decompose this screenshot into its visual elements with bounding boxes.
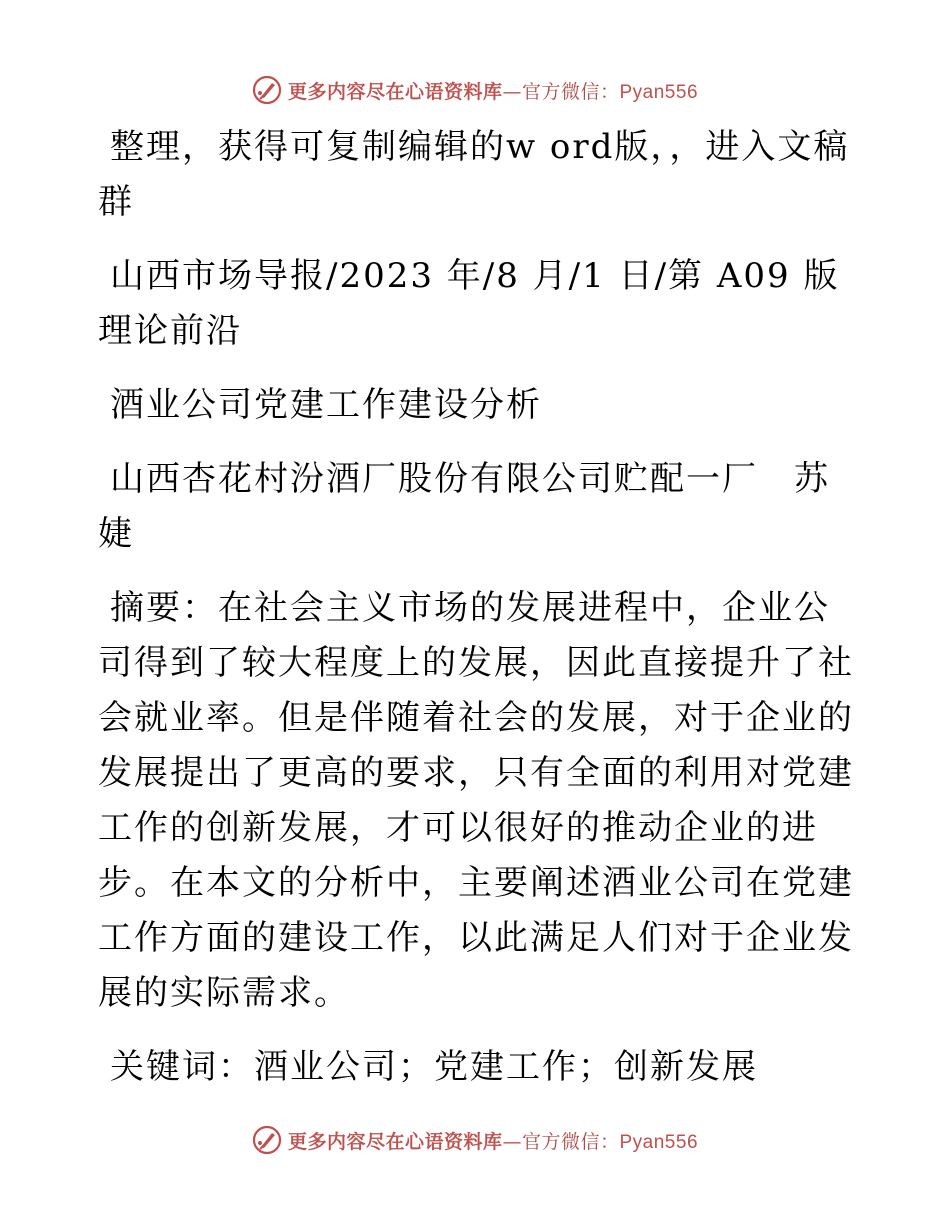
article-title: 酒业公司党建工作建设分析 (110, 385, 542, 425)
footer-watermark-text (288, 1127, 698, 1154)
quill-pen-logo-icon (252, 75, 282, 105)
footer-watermark-banner (0, 1120, 950, 1160)
header-wechat-id: Pyan556 (619, 81, 699, 103)
header-watermark-text (288, 77, 698, 104)
intro-note: 整理，获得可复制编辑的w ord版，，进入文稿群 (98, 127, 850, 222)
author-line: 山西杏花村汾酒厂股份有限公司贮配一厂 苏婕 (98, 459, 830, 554)
footer-wechat-id: Pyan556 (619, 1131, 699, 1153)
source-citation: 山西市场导报/2023 年/8 月/1 日/第 A09 版理论前沿 (98, 256, 840, 351)
header-wechat-label: 官方微信： (521, 80, 620, 103)
quill-pen-logo-icon (252, 1125, 282, 1155)
footer-separator: — (502, 1130, 522, 1153)
header-separator: — (502, 80, 522, 103)
footer-wechat-label: 官方微信： (521, 1130, 620, 1153)
document-body (98, 120, 858, 1114)
keywords-line: 关键词：酒业公司；党建工作；创新发展 (110, 1047, 758, 1087)
footer-site-text: 更多内容尽在心语资料库 (287, 1130, 503, 1153)
header-watermark-banner (0, 70, 950, 110)
abstract-paragraph: 摘要：在社会主义市场的发展进程中，企业公司得到了较大程度上的发展，因此直接提升了社会就业率。但是伴随着社会的发展，对于企业的发展提出了更高的要求，只有全面的利用对党建工作的创新发展，才可以很好的推动企业的进步。在本文的分析中，主要阐述酒业公司在党建工作方面的建设工作，以此满足人们对于企业发展的实际需求。 (98, 588, 854, 1013)
header-site-text: 更多内容尽在心语资料库 (287, 80, 503, 103)
